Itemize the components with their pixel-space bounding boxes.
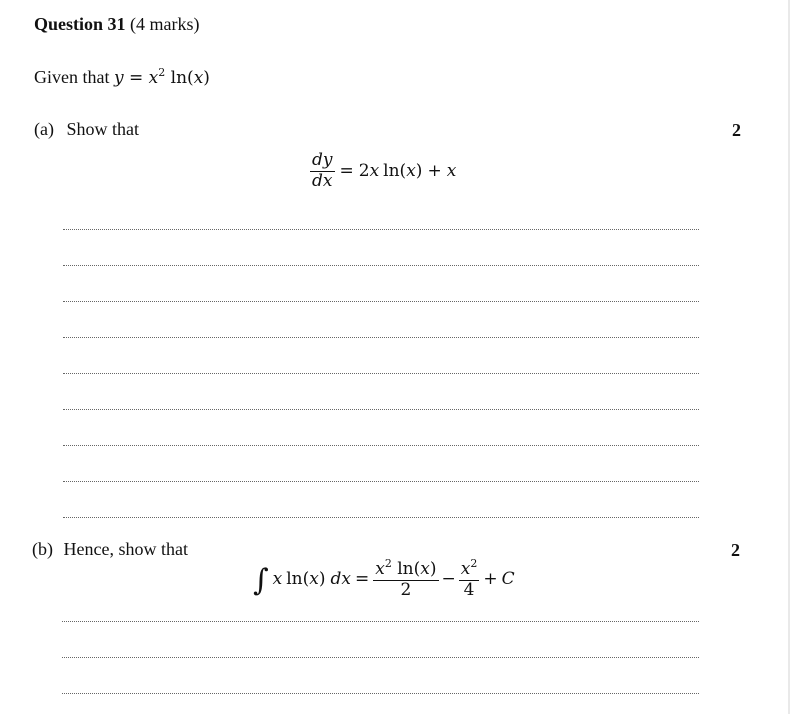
question-label: Question 31 xyxy=(34,14,126,34)
part-b-lhs-close: ) xyxy=(318,568,326,589)
part-a-numerator: dy xyxy=(312,150,333,170)
answer-line[interactable] xyxy=(62,693,699,694)
part-a-marks: 2 xyxy=(732,120,741,140)
question-marks: (4 marks) xyxy=(130,14,200,34)
answer-line[interactable] xyxy=(63,409,699,410)
part-a-close: ) xyxy=(415,161,423,182)
part-b-plus: + xyxy=(483,568,498,589)
part-b-fraction-1 xyxy=(373,558,438,600)
part-a-derivative xyxy=(310,152,335,191)
answer-line[interactable] xyxy=(63,265,699,266)
f1-denominator: 2 xyxy=(400,579,412,600)
part-b-minus: − xyxy=(441,568,456,589)
part-a-ln: ln( xyxy=(383,161,407,182)
given-lhs: y xyxy=(113,68,124,88)
part-a-coef: 2 xyxy=(358,161,370,182)
part-b-marks: 2 xyxy=(731,540,740,560)
given-equals: = xyxy=(129,68,144,88)
part-a-equation xyxy=(310,152,456,191)
f2-denominator: 4 xyxy=(463,579,475,600)
given-statement xyxy=(34,66,210,88)
given-power: 2 xyxy=(158,66,166,79)
f1-num-x: x xyxy=(375,559,385,579)
part-a-x2: x xyxy=(446,161,457,182)
answer-line[interactable] xyxy=(63,301,699,302)
part-a-text: Show that xyxy=(66,119,139,139)
f2-num-x: x xyxy=(460,559,471,579)
answer-line[interactable] xyxy=(62,657,699,658)
integral-sign: ∫ xyxy=(253,562,269,598)
part-b-lhs-arg: x xyxy=(309,568,319,589)
f1-num-ln: ln( xyxy=(397,559,421,579)
part-b-fraction-2 xyxy=(459,558,480,600)
part-a-header xyxy=(34,119,139,140)
answer-line[interactable] xyxy=(63,337,699,338)
answer-line[interactable] xyxy=(63,445,699,446)
part-b-constant: C xyxy=(501,568,515,589)
question-title xyxy=(34,14,200,35)
part-a-x: x xyxy=(369,161,380,182)
f2-num-power: 2 xyxy=(470,557,478,570)
answer-line[interactable] xyxy=(63,229,699,230)
part-a-equals: = xyxy=(339,161,354,182)
part-b-lhs-ln: ln( xyxy=(286,568,310,589)
part-b-equation xyxy=(253,558,515,600)
given-close: ) xyxy=(203,68,210,88)
part-b-text: Hence, show that xyxy=(63,539,188,559)
given-ln: ln( xyxy=(170,68,194,88)
part-a-denominator: dx xyxy=(312,170,333,191)
part-a-plus: + xyxy=(427,161,442,182)
answer-line[interactable] xyxy=(62,621,699,622)
answer-line[interactable] xyxy=(63,373,699,374)
given-x: x xyxy=(148,68,159,88)
f1-num-arg: x xyxy=(420,559,430,579)
answer-line[interactable] xyxy=(63,517,699,518)
f1-num-power: 2 xyxy=(384,557,392,570)
part-b-lhs-x: x xyxy=(272,568,283,589)
given-equation xyxy=(114,68,210,88)
given-text: Given that xyxy=(34,67,110,87)
part-b-label: (b) xyxy=(32,539,53,559)
part-a-label: (a) xyxy=(34,119,54,139)
part-b-header xyxy=(32,539,188,560)
f1-num-close: ) xyxy=(429,559,437,579)
part-b-dx: dx xyxy=(330,568,351,589)
part-a-arg: x xyxy=(406,161,416,182)
answer-line[interactable] xyxy=(63,481,699,482)
given-arg: x xyxy=(193,68,204,88)
part-b-equals: = xyxy=(354,568,370,589)
